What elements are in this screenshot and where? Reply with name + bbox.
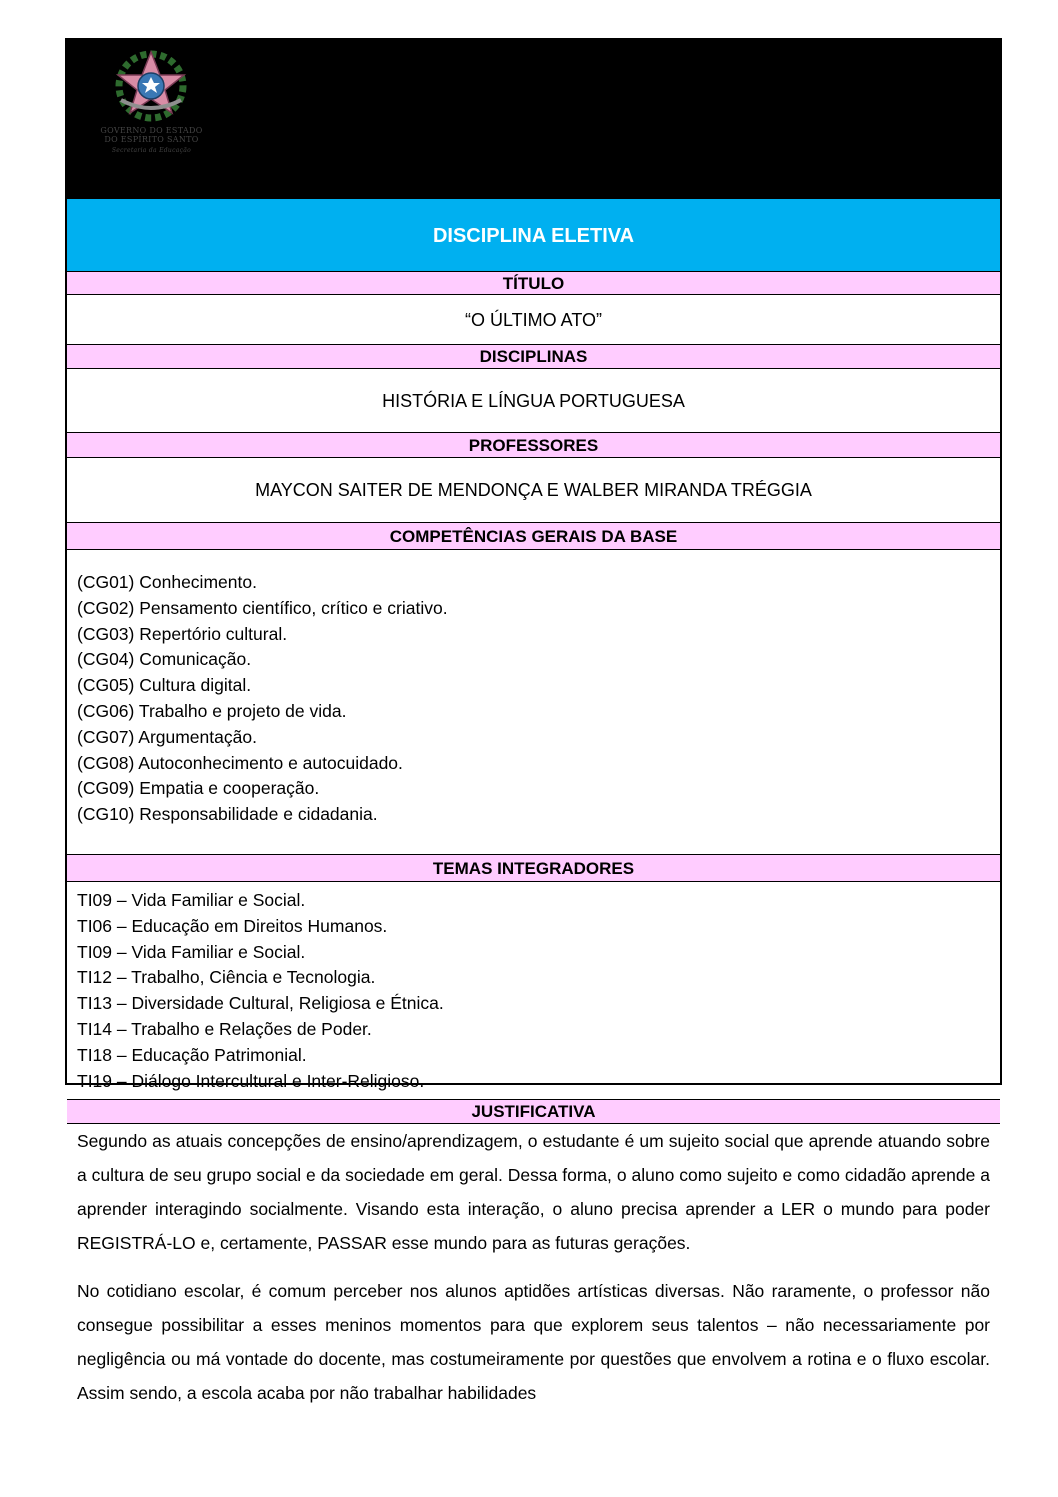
- list-item: TI09 – Vida Familiar e Social.: [77, 890, 306, 910]
- justificativa-body: [67, 1124, 1000, 1410]
- list-item: TI12 – Trabalho, Ciência e Tecnologia.: [77, 967, 376, 988]
- header-bar: [67, 40, 1000, 198]
- section-heading-professores: PROFESSORES: [67, 433, 1000, 458]
- list-item: (CG09) Empatia e cooperação.: [77, 778, 320, 799]
- list-item: (CG03) Repertório cultural.: [77, 623, 288, 644]
- list-item: (CG07) Argumentação.: [77, 726, 257, 747]
- list-item: TI09 – Vida Familiar e Social.: [77, 941, 306, 962]
- section-heading-disciplinas: DISCIPLINAS: [67, 345, 1000, 369]
- list-item: (CG02) Pensamento científico, crítico e criativo.: [77, 597, 448, 618]
- section-heading-temas: TEMAS INTEGRADORES: [67, 855, 1000, 882]
- paragraph: Segundo as atuais concepções de ensino/aprendizagem, o estudante é um sujeito social que aprende atuando sobre a cultura de seu grupo social e da sociedade em geral. Dessa forma, o aluno como sujeito e como cidadão aprende a aprender interagindo socialmente. Visando esta interação, o aluno precisa aprender a LER o mundo para poder REGISTRÁ-LO e, certamente, PASSAR esse mundo para as futuras gerações.: [77, 1131, 990, 1253]
- document-frame: [65, 38, 1002, 1403]
- list-item: (CG10) Responsabilidade e cidadania.: [77, 804, 378, 825]
- temas-list: [67, 882, 1000, 1100]
- disciplinas-value: HISTÓRIA E LÍNGUA PORTUGUESA: [67, 369, 1000, 433]
- logo-line-2: DO ESPÍRITO SANTO: [104, 135, 199, 144]
- competencias-list: [67, 550, 1000, 855]
- list-item: TI19 – Diálogo Intercultural e Inter-Religioso.: [77, 1070, 425, 1091]
- titulo-value: “O ÚLTIMO ATO”: [67, 295, 1000, 345]
- list-item: TI14 – Trabalho e Relações de Poder.: [77, 1018, 372, 1039]
- banner-title: DISCIPLINA ELETIVA: [67, 198, 1000, 272]
- list-item: (CG05) Cultura digital.: [77, 675, 252, 696]
- list-item: (CG08) Autoconhecimento e autocuidado.: [77, 752, 403, 773]
- list-item: (CG04) Comunicação.: [77, 649, 252, 670]
- logo-caption: [89, 126, 214, 155]
- list-item: TI18 – Educação Patrimonial.: [77, 1044, 307, 1065]
- section-heading-titulo: TÍTULO: [67, 272, 1000, 295]
- list-item: TI06 – Educação em Direitos Humanos.: [77, 915, 388, 936]
- section-heading-justificativa: JUSTIFICATIVA: [67, 1100, 1000, 1124]
- paragraph: No cotidiano escolar, é comum perceber nos alunos aptidões artísticas diversas. Não raramente, o professor não consegue possibilitar a esses meninos momentos para que explorem seus talentos – não necessariamente por negligência ou má vontade do docente, mas costumeiramente por questões que envolvem a rotina e o fluxo escolar. Assim sendo, a escola acaba por não trabalhar habilidades: [77, 1281, 990, 1403]
- section-heading-competencias: COMPETÊNCIAS GERAIS DA BASE: [67, 523, 1000, 550]
- list-item: (CG06) Trabalho e projeto de vida.: [77, 700, 347, 721]
- logo-line-3: Secretaria da Educação: [111, 147, 192, 154]
- logo-line-1: GOVERNO DO ESTADO: [100, 126, 203, 135]
- list-item: TI13 – Diversidade Cultural, Religiosa e Étnica.: [77, 993, 444, 1014]
- list-item: (CG01) Conhecimento.: [77, 572, 257, 592]
- professores-value: MAYCON SAITER DE MENDONÇA E WALBER MIRANDA TRÉGGIA: [67, 458, 1000, 523]
